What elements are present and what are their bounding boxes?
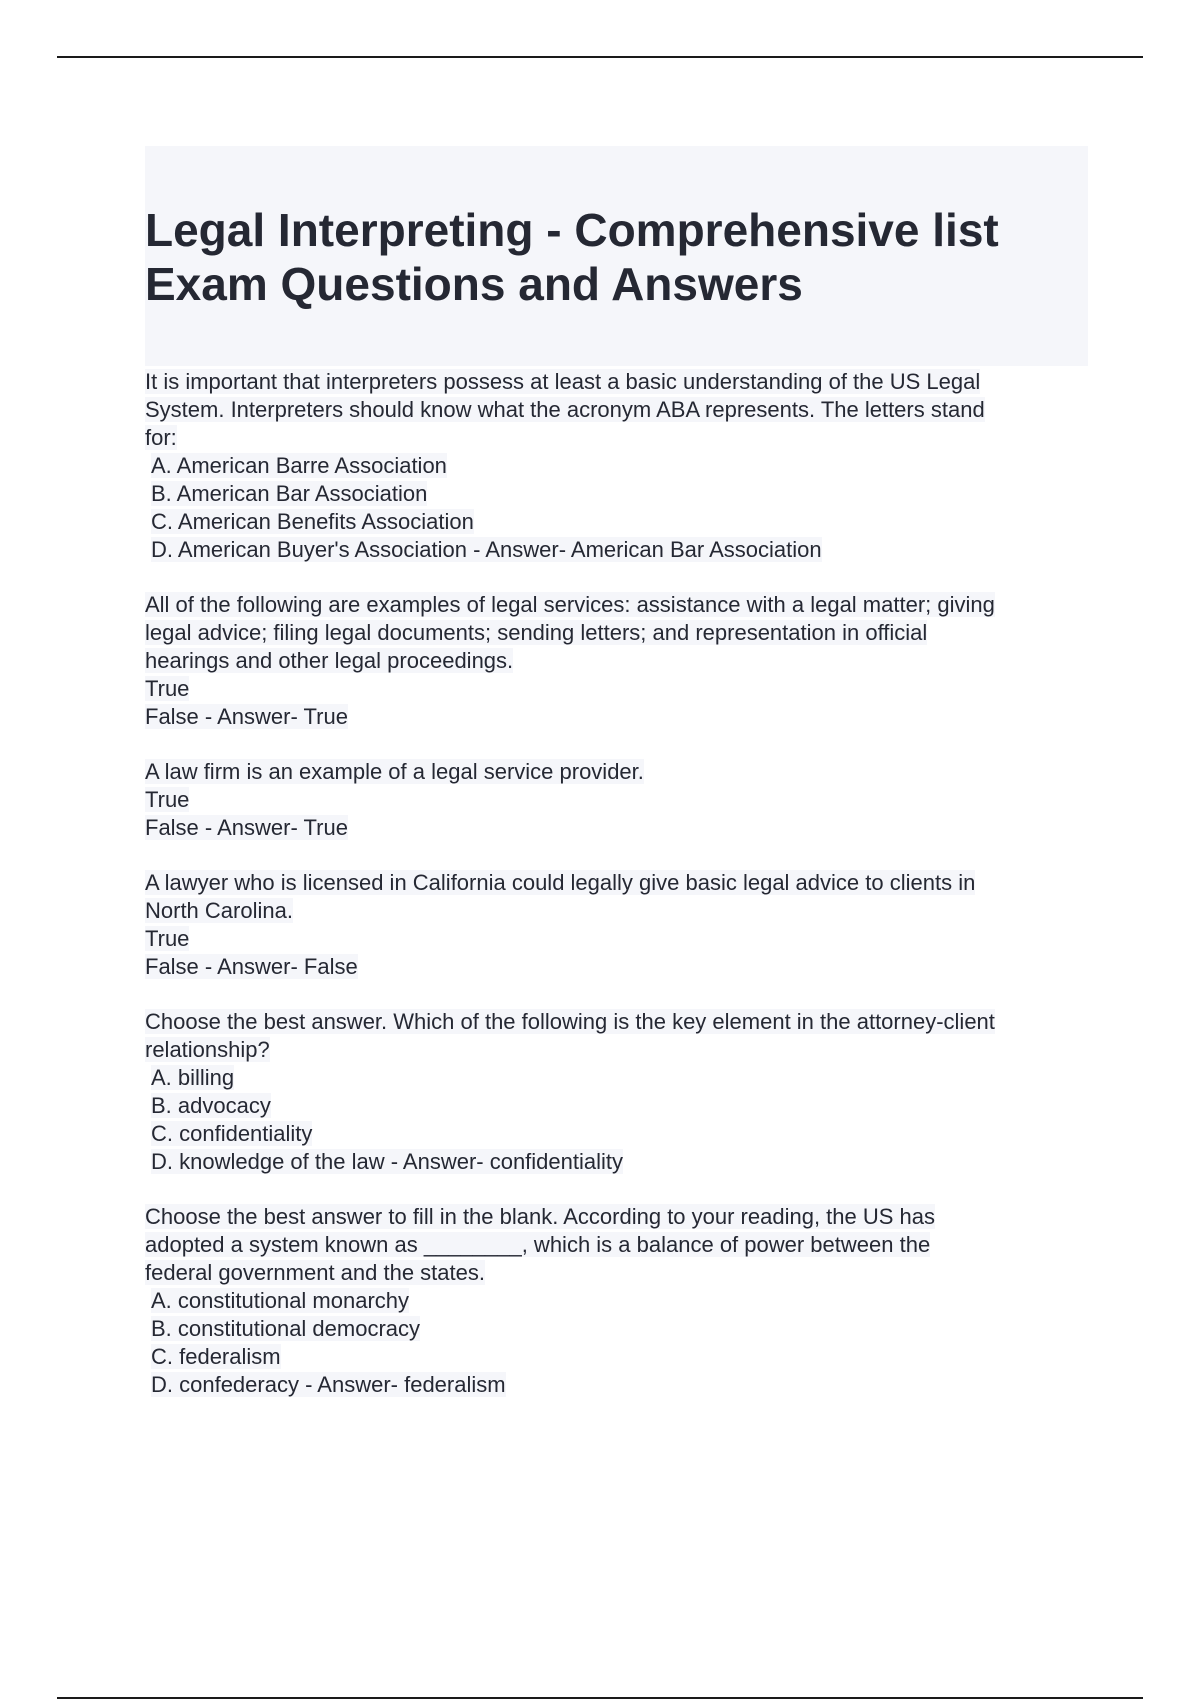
answer-option: B. advocacy [151,1093,271,1118]
question-block [145,758,1088,842]
question-text: North Carolina. [145,898,293,923]
top-rule [57,56,1143,58]
answer-option: D. confederacy - Answer- federalism [151,1372,506,1397]
question-text: hearings and other legal proceedings. [145,648,514,673]
answer-option: D. knowledge of the law - Answer- confidentiality [151,1149,624,1174]
question-text: for: [145,425,177,450]
document-title [145,203,1088,311]
question-block [145,368,1088,564]
answer-option: True [145,676,190,701]
question-text: All of the following are examples of legal services: assistance with a legal matter; giving [145,592,995,617]
question-text: legal advice; filing legal documents; sending letters; and representation in official [145,620,928,645]
question-text: federal government and the states. [145,1260,485,1285]
question-text: relationship? [145,1037,270,1062]
answer-option: A. constitutional monarchy [151,1288,410,1313]
question-text: A lawyer who is licensed in California could legally give basic legal advice to clients in [145,870,976,895]
question-block [145,1203,1088,1399]
answer-option: C. American Benefits Association [151,509,474,534]
question-list [145,368,1088,1426]
answer-option: D. American Buyer's Association - Answer- American Bar Association [151,537,822,562]
answer-option: True [145,926,190,951]
answer-option: A. American Barre Association [151,453,447,478]
title-line: Exam Questions and Answers [145,258,803,310]
question-text: Choose the best answer. Which of the following is the key element in the attorney-client [145,1009,995,1034]
answer-option: False - Answer- False [145,954,358,979]
bottom-rule [57,1697,1143,1699]
question-text: A law firm is an example of a legal service provider. [145,759,644,784]
question-text: adopted a system known as ________, which is a balance of power between the [145,1232,931,1257]
answer-option: A. billing [151,1065,235,1090]
answer-option: False - Answer- True [145,815,348,840]
answer-option: C. federalism [151,1344,281,1369]
answer-option: True [145,787,190,812]
question-text: System. Interpreters should know what the acronym ABA represents. The letters stand [145,397,985,422]
answer-option: C. confidentiality [151,1121,313,1146]
question-text: Choose the best answer to fill in the blank. According to your reading, the US has [145,1204,936,1229]
question-block [145,869,1088,981]
answer-option: False - Answer- True [145,704,348,729]
question-text: It is important that interpreters possess at least a basic understanding of the US Legal [145,369,981,394]
question-block [145,1008,1088,1176]
answer-option: B. constitutional democracy [151,1316,421,1341]
answer-option: B. American Bar Association [151,481,428,506]
title-line: Legal Interpreting - Comprehensive list [145,204,999,256]
question-block [145,591,1088,731]
